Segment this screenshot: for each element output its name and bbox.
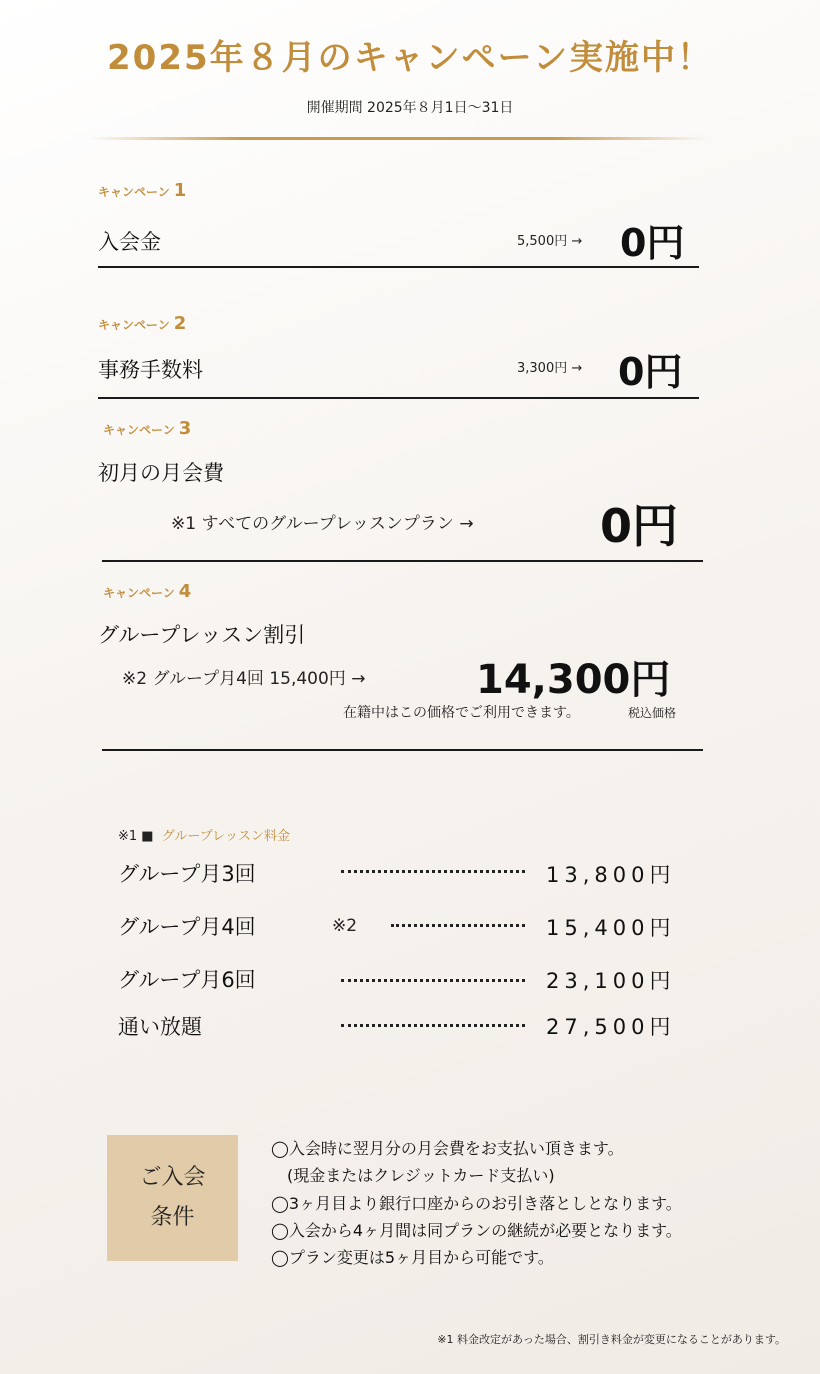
campaign-2-original-price: 3,300円 → (517, 361, 583, 376)
campaign-4-note: ※2 グループ月4回 15,400円 → (122, 669, 366, 689)
campaign-4-price: 14,300円 (476, 657, 671, 703)
fee-row-price: 13,800円 (546, 863, 676, 887)
campaign-4-title: グループレッスン割引 (98, 623, 306, 647)
fee-row-name: グループ月3回 (118, 862, 256, 886)
campaign-number: 3 (178, 418, 192, 439)
campaign-3-divider (102, 560, 703, 562)
page-title: 2025年８月のキャンペーン実施中！ (107, 38, 713, 78)
campaign-number: 1 (173, 180, 187, 201)
campaign-4-member-note: 在籍中はこの価格でご利用できます。 (343, 705, 580, 721)
campaign-number: 2 (173, 313, 187, 334)
membership-conditions-box (107, 1135, 238, 1261)
fee-row-price: 15,400円 (546, 916, 676, 940)
leader-dots (391, 924, 525, 927)
title-divider (88, 137, 708, 140)
fee-row-name: グループ月4回 (118, 915, 256, 939)
campaign-1-price: 0円 (620, 221, 685, 265)
campaign-3-title: 初月の月会費 (98, 461, 224, 485)
campaign-1-title: 入会金 (98, 230, 161, 254)
condition-line: ◯入会から4ヶ月間は同プランの継続が必要となります。 (271, 1221, 682, 1240)
fee-row-name: 通い放題 (118, 1015, 202, 1039)
fee-table-heading (118, 825, 290, 844)
campaign-2-title: 事務手数料 (98, 358, 203, 382)
condition-line: ◯プラン変更は5ヶ月目から可能です。 (271, 1248, 554, 1267)
campaign-3-label (103, 418, 191, 439)
conditions-label: ご入会 条件 (139, 1165, 206, 1230)
leader-dots (341, 870, 525, 873)
fee-heading-text: グループレッスン料金 (161, 829, 291, 844)
leader-dots (341, 1024, 525, 1027)
campaign-2-price: 0円 (618, 350, 683, 394)
campaign-label-text: キャンペーン (103, 586, 175, 600)
campaign-2-divider (98, 397, 699, 399)
campaign-4-divider (102, 749, 703, 751)
fee-row-price: 27,500円 (546, 1015, 676, 1039)
fee-row-name: グループ月6回 (118, 968, 256, 992)
campaign-label-text: キャンペーン (98, 185, 170, 199)
campaign-number: 4 (178, 581, 192, 602)
fee-heading-mark: ※1 ■ (118, 829, 154, 844)
condition-line: ◯3ヶ月目より銀行口座からのお引き落としとなります。 (271, 1194, 682, 1213)
campaign-2-label (98, 313, 186, 334)
campaign-4-label (103, 581, 191, 602)
campaign-1-original-price: 5,500円 → (517, 234, 583, 249)
fee-row-price: 23,100円 (546, 969, 676, 993)
fee-row-note: ※2 (332, 916, 358, 936)
condition-line: (現金またはクレジットカード支払い) (271, 1166, 555, 1185)
campaign-1-divider (98, 266, 699, 268)
condition-line: ◯入会時に翌月分の月会費をお支払い頂きます。 (271, 1139, 624, 1158)
campaign-label-text: キャンペーン (98, 318, 170, 332)
campaign-3-note: ※1 すべてのグループレッスンプラン → (171, 514, 474, 534)
leader-dots (341, 979, 525, 982)
campaign-3-price: 0円 (600, 499, 679, 553)
campaign-period: 開催期間 2025年８月1日〜31日 (306, 100, 514, 116)
price-change-footnote: ※1 料金改定があった場合、割引き料金が変更になることがあります。 (437, 1333, 786, 1346)
campaign-1-label (98, 180, 186, 201)
tax-included-note: 税込価格 (628, 706, 677, 720)
campaign-label-text: キャンペーン (103, 423, 175, 437)
